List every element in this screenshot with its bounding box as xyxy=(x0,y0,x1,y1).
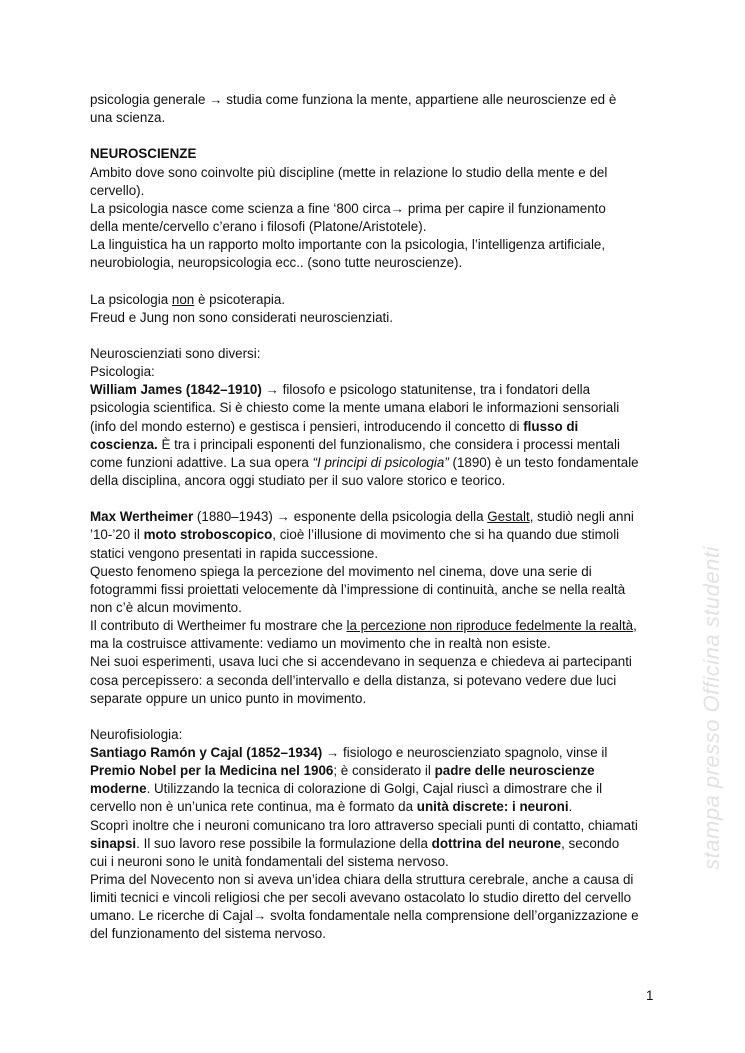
text-run: umano. Le ricerche di Cajal→ svolta fondamentale nella comprensione dell’organizzazione e xyxy=(90,908,639,924)
text-run: La linguistica ha un rapporto molto importante con la psicologia, l’intelligenza artificiale, xyxy=(90,237,606,253)
bold-text: Premio Nobel per la Medicina nel 1906 xyxy=(90,763,334,779)
text-line xyxy=(90,363,639,381)
text-run: statici vengono presentati in rapida successione. xyxy=(90,545,379,561)
text-run: , cioè l’illusione di movimento che si ha quando due stimoli xyxy=(272,527,620,543)
text-run: fotogrammi fissi proiettati velocemente dà l’impressione di continuità, anche se nella realtà xyxy=(90,581,626,597)
text-line xyxy=(90,526,639,544)
italic-text: “I principi di psicologia” xyxy=(312,454,449,470)
text-line xyxy=(90,236,639,254)
text-run: Questo fenomeno spiega la percezione del movimento nel cinema, dove una serie di xyxy=(90,563,592,579)
text-line xyxy=(90,436,639,454)
blank-line xyxy=(90,272,639,290)
text-line xyxy=(90,780,639,798)
text-line xyxy=(90,744,639,762)
text-run: ; è considerato il xyxy=(333,763,435,779)
text-run: Prima del Novecento non si aveva un’idea chiara della struttura cerebrale, anche a causa di xyxy=(90,872,634,888)
text-line xyxy=(90,889,639,907)
text-run: della mente/cervello c’erano i filosofi (Platone/Aristotele). xyxy=(90,218,427,234)
text-line xyxy=(90,254,639,272)
text-line xyxy=(90,545,639,563)
text-run: come funzioni adattive. La sua opera xyxy=(90,454,313,470)
text-run: Psicologia: xyxy=(90,364,155,380)
text-run: Freud e Jung non sono considerati neuroscienziati. xyxy=(90,309,393,325)
text-run: cosa percepissero: a seconda dell’intervallo e della distanza, si potevano vedere due luci xyxy=(90,672,617,688)
bold-text: moderne xyxy=(90,781,147,797)
text-line xyxy=(90,309,639,327)
text-line xyxy=(90,871,639,889)
text-line xyxy=(90,454,639,472)
text-line xyxy=(90,200,639,218)
bold-text: sinapsi xyxy=(90,835,137,851)
bold-text: unità discrete: i neuroni xyxy=(416,799,569,815)
text-run: una scienza. xyxy=(90,110,166,126)
blank-line xyxy=(90,708,639,726)
text-line xyxy=(90,218,639,236)
text-run: . Il suo lavoro rese possibile la formulazione della xyxy=(136,835,432,851)
text-run: (1890) è un testo fondamentale xyxy=(448,454,639,470)
underlined-text: Gestalt xyxy=(487,509,530,525)
underlined-text: non xyxy=(171,291,195,307)
underlined-text: la percezione non riproduce fedelmente la realtà xyxy=(346,618,634,634)
blank-line xyxy=(90,490,639,508)
text-line xyxy=(90,690,639,708)
text-line xyxy=(90,182,639,200)
text-line xyxy=(90,617,639,635)
text-line xyxy=(90,345,639,363)
text-run: è psicoterapia. xyxy=(194,291,286,307)
text-run: Ambito dove sono coinvolte più discipline (mette in relazione lo studio della mente e del xyxy=(90,164,608,180)
text-run: psicologia generale → studia come funziona la mente, appartiene alle neuroscienze ed è xyxy=(90,92,617,107)
text-line xyxy=(90,381,639,399)
text-run: Neuroscienziati sono diversi: xyxy=(90,345,261,361)
text-line xyxy=(90,907,639,925)
blank-line xyxy=(90,127,639,145)
text-line xyxy=(90,653,639,671)
bold-text: moto stroboscopico xyxy=(143,527,273,543)
watermark: stampa presso Officina studenti xyxy=(699,546,724,870)
text-run: La psicologia xyxy=(90,291,172,307)
text-line xyxy=(90,418,639,436)
text-line xyxy=(90,472,639,490)
text-line xyxy=(90,835,639,853)
text-line xyxy=(90,508,639,526)
text-run: Il contributo di Wertheimer fu mostrare che xyxy=(90,618,347,634)
text-run: ma la costruisce attivamente: vediamo un movimento che in realtà non esiste. xyxy=(90,636,551,652)
text-line xyxy=(90,581,639,599)
bold-text: coscienza. xyxy=(90,436,158,452)
bold-text: padre delle neuroscienze xyxy=(434,763,595,779)
text-run: . Utilizzando la tecnica di colorazione di Golgi, Cajal riuscì a dimostrare che il xyxy=(146,781,603,797)
text-line xyxy=(90,762,639,780)
text-line xyxy=(90,925,639,943)
text-line xyxy=(90,798,639,816)
text-run: (1880–1943) → esponente della psicologia della xyxy=(193,509,488,525)
text-run: cervello). xyxy=(90,182,145,198)
text-run: ’10-’20 il xyxy=(90,527,144,543)
bold-text: Max Wertheimer xyxy=(90,509,194,525)
text-run: → fisiologo e neuroscienziato spagnolo, vinse il xyxy=(322,745,608,761)
text-run: Scoprì inoltre che i neuroni comunicano tra loro attraverso speciali punti di contatto, chiamati xyxy=(90,817,638,833)
text-run: psicologia scientifica. Si è chiesto come la mente umana elabori le informazioni sensoriali xyxy=(90,400,620,416)
text-line xyxy=(90,164,639,182)
text-line xyxy=(90,91,639,109)
text-run: , secondo xyxy=(561,835,620,851)
text-line xyxy=(90,635,639,653)
text-line xyxy=(90,291,639,309)
text-run: cui i neuroni sono le unità fondamentali del sistema nervoso. xyxy=(90,853,449,869)
bold-text: flusso di xyxy=(523,418,579,434)
text-line xyxy=(90,599,639,617)
text-line xyxy=(90,563,639,581)
bold-text: Santiago Ramón y Cajal (1852–1934) xyxy=(90,745,323,761)
text-run: . xyxy=(568,799,573,815)
document-body xyxy=(90,91,639,944)
text-run: Neurofisiologia: xyxy=(90,726,183,742)
text-run: neurobiologia, neuropsicologia ecc.. (sono tutte neuroscienze). xyxy=(90,255,463,271)
text-run: del funzionamento del sistema nervoso. xyxy=(90,926,326,942)
text-run: → filosofo e psicologo statunitense, tra i fondatori della xyxy=(261,382,591,398)
bold-text: William James (1842–1910) xyxy=(90,382,262,398)
text-run: non c’è alcun movimento. xyxy=(90,599,242,615)
text-line xyxy=(90,145,639,163)
text-run: La psicologia nasce come scienza a fine ‘800 circa→ prima per capire il funzionamento xyxy=(90,200,606,216)
text-line xyxy=(90,853,639,871)
text-run: Nei suoi esperimenti, usava luci che si accendevano in sequenza e chiedeva ai partecipanti xyxy=(90,654,632,670)
text-run: , xyxy=(633,618,637,634)
text-run: È tra i principali esponenti del funzionalismo, che considera i processi mentali xyxy=(157,436,620,452)
text-run: , studiò negli anni xyxy=(529,509,634,525)
text-line xyxy=(90,817,639,835)
text-line xyxy=(90,672,639,690)
text-line xyxy=(90,399,639,417)
bold-text: dottrina del neurone xyxy=(431,835,562,851)
text-run: (info del mondo esterno) e gestisca i pensieri, introducendo il concetto di xyxy=(90,418,524,434)
text-run: limiti tecnici e vincoli religiosi che per secoli avevano ostacolato lo studio diretto del cervello xyxy=(90,890,632,906)
bold-text: NEUROSCIENZE xyxy=(90,146,197,162)
text-line xyxy=(90,726,639,744)
page-number: 1 xyxy=(646,988,654,1003)
blank-line xyxy=(90,327,639,345)
text-run: della disciplina, ancora oggi studiato per il suo valore storico e teorico. xyxy=(90,472,506,488)
text-line xyxy=(90,109,639,127)
text-run: separate oppure un unico punto in movimento. xyxy=(90,690,367,706)
text-run: cervello non è un’unica rete continua, ma è formato da xyxy=(90,799,417,815)
